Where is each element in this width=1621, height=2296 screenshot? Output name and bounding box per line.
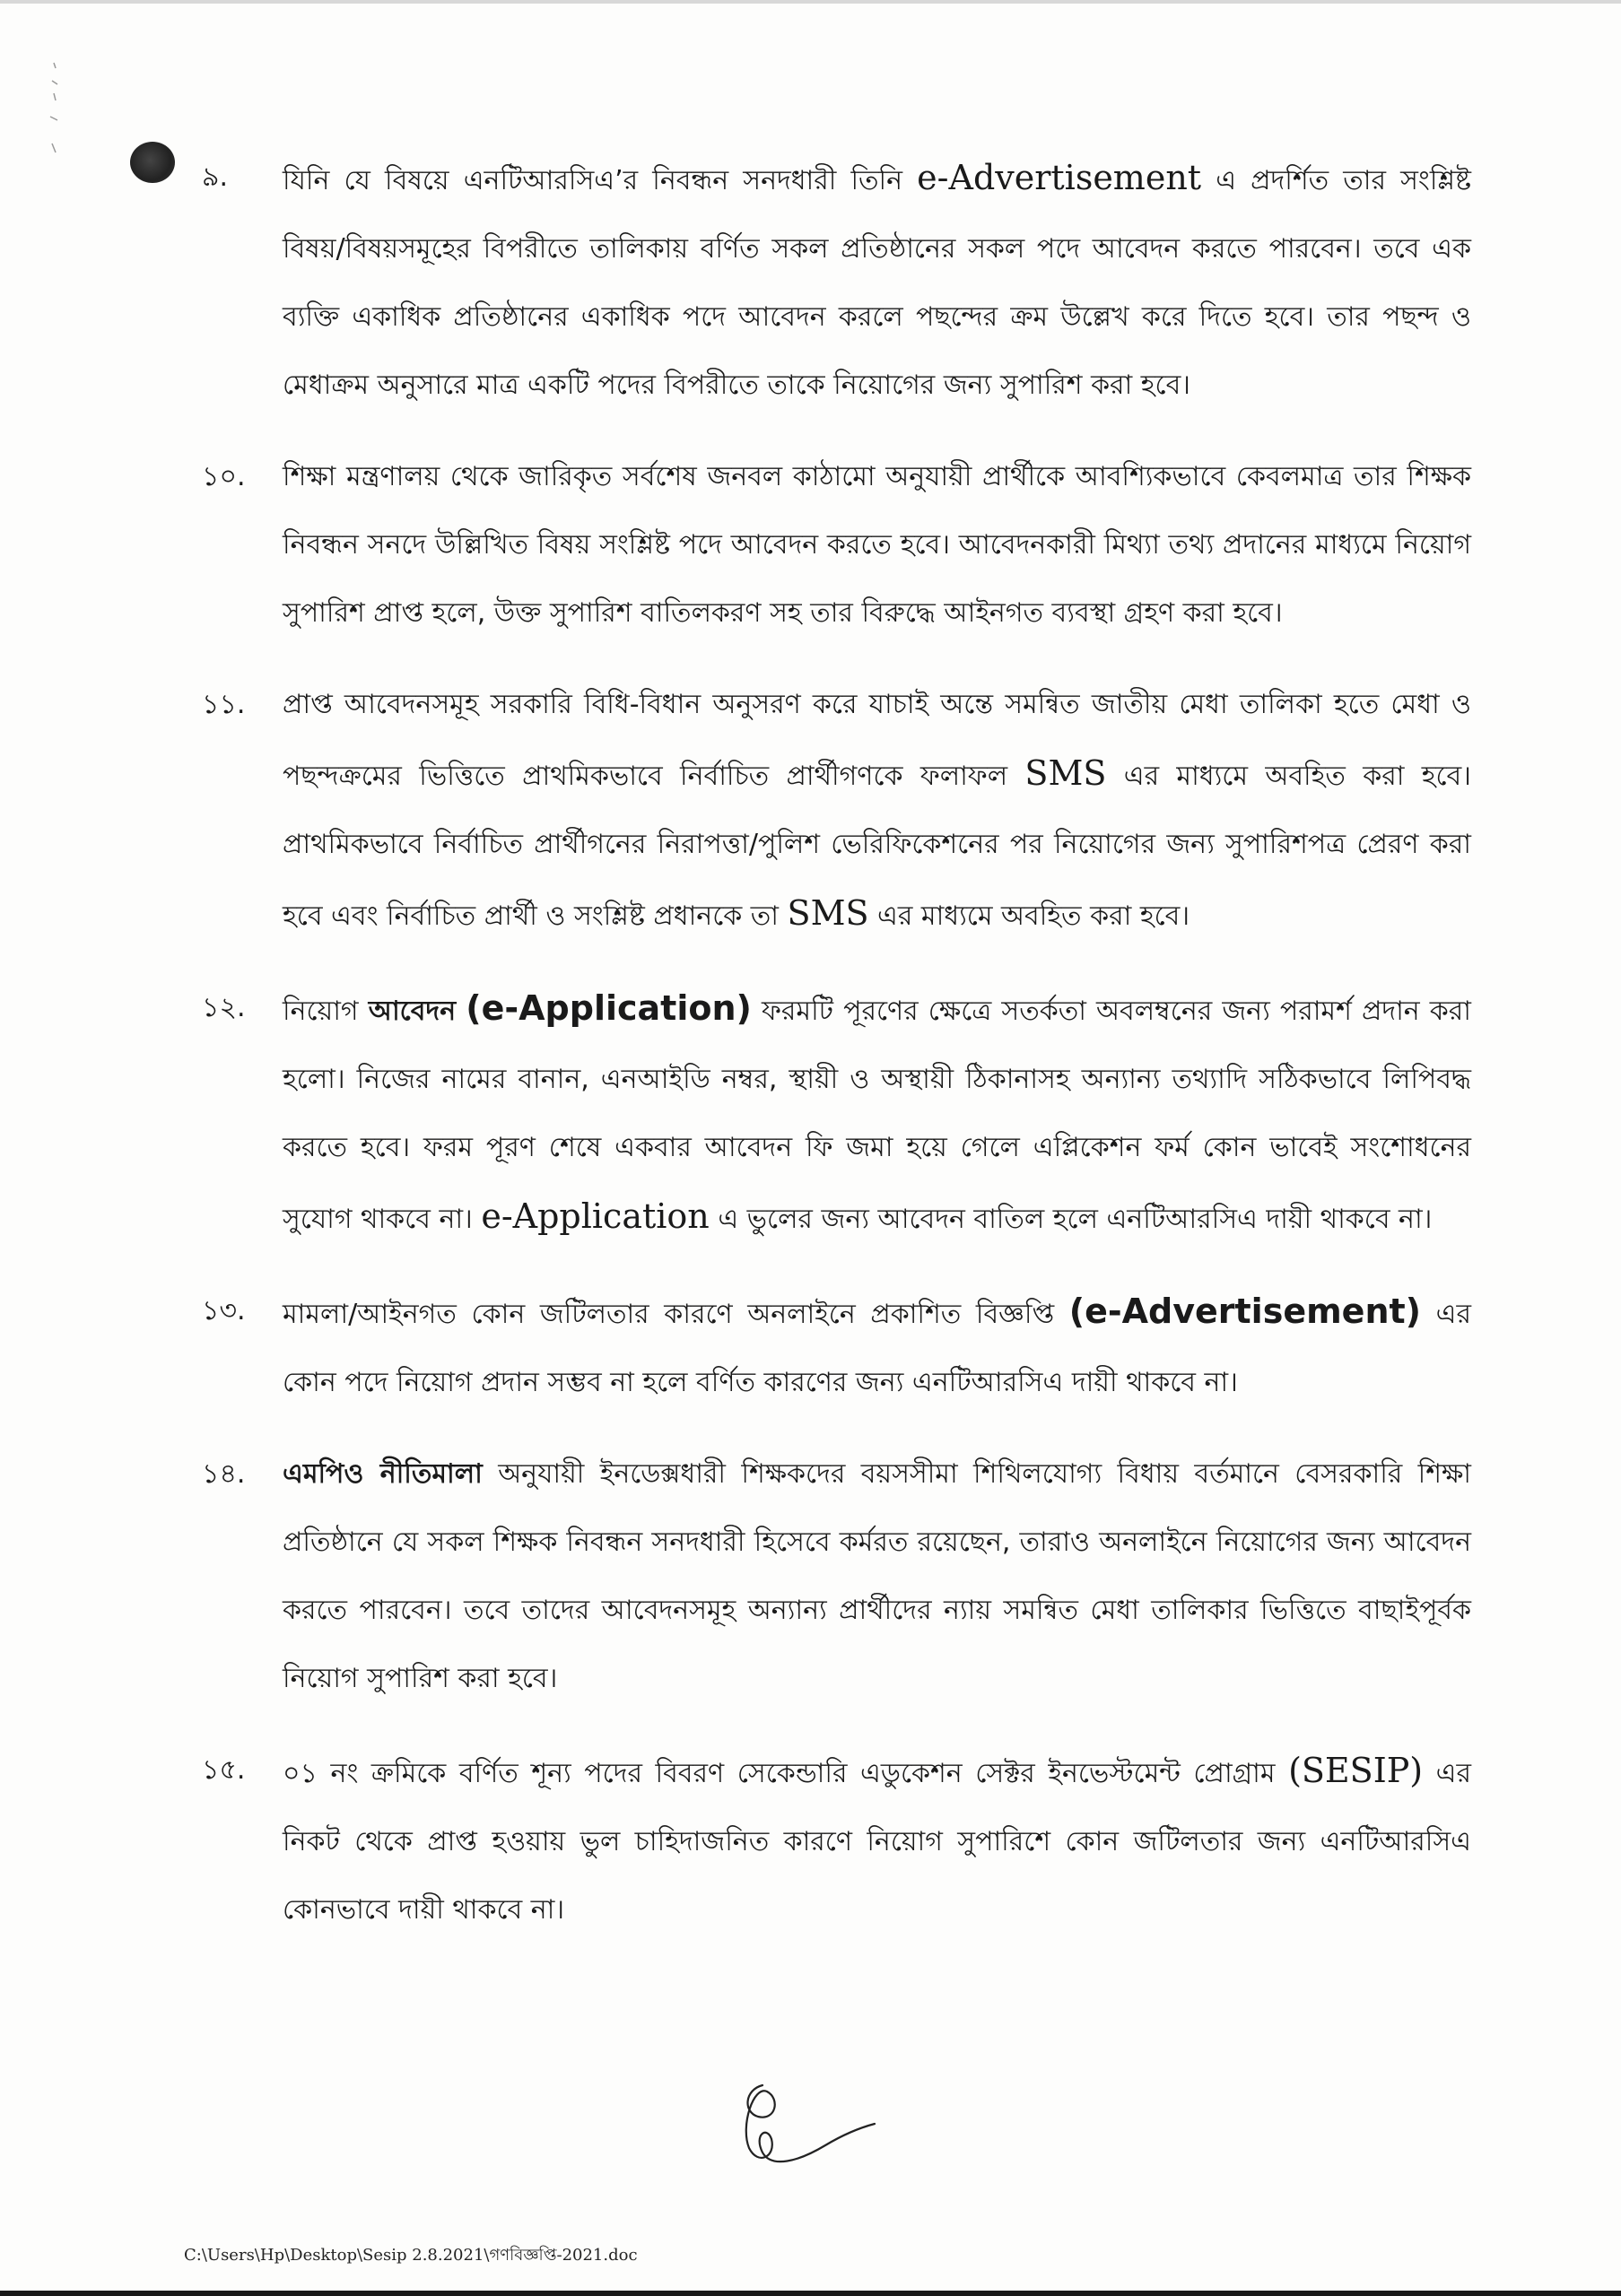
text-run-latin: (SESIP) — [1288, 1751, 1424, 1790]
text-run: নিয়োগ — [283, 996, 369, 1027]
margin-scribble — [36, 54, 72, 170]
clause-text — [283, 974, 1471, 1254]
text-run: মামলা/আইনগত কোন জটিলতার কারণে অনলাইনে প্রকাশিত বিজ্ঞপ্তি — [283, 1299, 1069, 1330]
text-run-latin-bold: (e-Advertisement) — [1068, 1292, 1422, 1331]
scan-bottom-edge — [0, 2291, 1621, 2296]
text-run: এর মাধ্যমে অবহিত করা হবে। প্রাথমিকভাবে নির্বাচিত প্রার্থীগনের নিরাপত্তা/পুলিশ ভেরিফিকেশনের পর নিয়োগের জন্য সুপারিশপত্র প্রেরণ করা হবে এবং নির্বাচিত প্রার্থী ও সংশ্লিষ্ট প্রধানকে তা — [283, 761, 1471, 932]
text-run: ফরমটি পূরণের ক্ষেত্রে সতর্কতা অবলম্বনের জন্য পরামর্শ প্রদান করা হলো। নিজের নামের বানান, এনআইডি নম্বর, স্থায়ী ও অস্থায়ী ঠিকানাসহ অন্যান্য তথ্যাদি সঠিকভাবে লিপিবদ্ধ করতে হবে। ফরম পূরণ শেষে একবার আবেদন ফি জমা হয়ে গেলে এপ্লিকেশন ফর্ম কোন ভাবেই সংশোধনের সুযোগ থাকবে না। — [283, 996, 1471, 1235]
clause-number: ১২. — [202, 992, 246, 1023]
clause-text — [283, 1440, 1471, 1713]
text-run: যিনি যে বিষয়ে এনটিআরসিএ’র নিবন্ধন সনদধারী তিনি — [283, 165, 918, 196]
clause-item-9 — [202, 144, 1471, 420]
scan-top-edge — [0, 0, 1621, 4]
clause-item-11 — [202, 671, 1471, 951]
punch-hole-mark — [130, 142, 175, 183]
clause-number: ১১. — [202, 689, 246, 720]
clause-list — [202, 144, 1471, 1968]
text-run: অনুযায়ী ইনডেক্সধারী শিক্ষকদের বয়সসীমা শিথিলযোগ্য বিধায় বর্তমানে বেসরকারি শিক্ষা প্রতিষ্ঠানে যে সকল শিক্ষক নিবন্ধন সনদধারী হিসেবে কর্মরত রয়েছেন, তারাও অনলাইনে নিয়োগের জন্য আবেদন করতে পারবেন। তবে তাদের আবেদনসমূহ অন্যান্য প্রার্থীদের ন্যায় সমন্বিত মেধা তালিকার ভিত্তিতে বাছাইপূর্বক নিয়োগ সুপারিশ করা হবে। — [283, 1458, 1471, 1694]
clause-item-13 — [202, 1277, 1471, 1417]
text-run: এর নিকট থেকে প্রাপ্ত হওয়ায় ভুল চাহিদাজনিত কারণে নিয়োগ সুপারিশে কোন জটিলতার জন্য এনটিআরসিএ কোনভাবে দায়ী থাকবে না। — [283, 1758, 1471, 1926]
clause-text — [283, 144, 1471, 420]
clause-text — [283, 1736, 1471, 1944]
text-run-latin: e-Application — [481, 1196, 710, 1236]
text-run-latin-bold: (e-Application) — [466, 988, 752, 1028]
clause-number: ৯. — [202, 161, 229, 193]
clause-text — [283, 671, 1471, 951]
file-path-footer: C:\Users\Hp\Desktop\Sesip 2.8.2021\গণবিজ্ঞপ্তি-2021.doc — [184, 2246, 638, 2265]
text-run-bold: আবেদন — [368, 996, 457, 1027]
clause-item-15 — [202, 1736, 1471, 1944]
text-run-latin: SMS — [787, 893, 869, 933]
clause-item-14 — [202, 1440, 1471, 1713]
clause-item-10 — [202, 443, 1471, 648]
text-run: এ প্রদর্শিত তার সংশ্লিষ্ট বিষয়/বিষয়সমূহের বিপরীতে তালিকায় বর্ণিত সকল প্রতিষ্ঠানের সকল পদে আবেদন করতে পারবেন। তবে এক ব্যক্তি একাধিক প্রতিষ্ঠানের একাধিক পদে আবেদন করলে পছন্দের ক্রম উল্লেখ করে দিতে হবে। তার পছন্দ ও মেধাক্রম অনুসারে মাত্র একটি পদের বিপরীতে তাকে নিয়োগের জন্য সুপারিশ করা হবে। — [283, 165, 1471, 401]
clause-text — [283, 443, 1471, 648]
text-run — [456, 996, 466, 1027]
text-run-latin: SMS — [1024, 753, 1107, 793]
text-run: এ ভুলের জন্য আবেদন বাতিল হলে এনটিআরসিএ দায়ী থাকবে না। — [709, 1204, 1433, 1235]
text-run: ০১ নং ক্রমিকে বর্ণিত শূন্য পদের বিবরণ সেকেন্ডারি এডুকেশন সেক্টর ইনভেস্টমেন্ট প্রোগ্রাম — [283, 1758, 1289, 1789]
text-run: প্রাপ্ত আবেদনসমূহ সরকারি বিধি-বিধান অনুসরণ করে যাচাই অন্তে সমন্বিত জাতীয় মেধা তালিকা হতে মেধা ও পছন্দক্রমের ভিত্তিতে প্রাথমিকভাবে নির্বাচিত প্রার্থীগণকে ফলাফল — [283, 689, 1471, 792]
clause-item-12 — [202, 974, 1471, 1254]
text-run: শিক্ষা মন্ত্রণালয় থেকে জারিকৃত সর্বশেষ জনবল কাঠামো অনুযায়ী প্রার্থীকে আবশ্যিকভাবে কেবলমাত্র তার শিক্ষক নিবন্ধন সনদে উল্লিখিত বিষয় সংশ্লিষ্ট পদে আবেদন করতে হবে। আবেদনকারী মিথ্যা তথ্য প্রদানের মাধ্যমে নিয়োগ সুপারিশ প্রাপ্ত হলে, উক্ত সুপারিশ বাতিলকরণ সহ তার বিরুদ্ধে আইনগত ব্যবস্থা গ্রহণ করা হবে। — [283, 461, 1471, 629]
text-run-latin: e-Advertisement — [917, 158, 1202, 197]
clause-text — [283, 1277, 1471, 1417]
clause-number: ১০. — [202, 461, 246, 492]
clause-number: ১৫. — [202, 1754, 246, 1786]
clause-number: ১৪. — [202, 1458, 246, 1490]
text-run: এর কোন পদে নিয়োগ প্রদান সম্ভব না হলে বর্ণিত কারণের জন্য এনটিআরসিএ দায়ী থাকবে না। — [283, 1299, 1471, 1398]
text-run: এর মাধ্যমে অবহিত করা হবে। — [868, 900, 1190, 932]
text-run-bold: এমপিও নীতিমালা — [283, 1458, 483, 1490]
clause-number: ১৩. — [202, 1295, 246, 1326]
handwritten-signature — [727, 2072, 879, 2179]
